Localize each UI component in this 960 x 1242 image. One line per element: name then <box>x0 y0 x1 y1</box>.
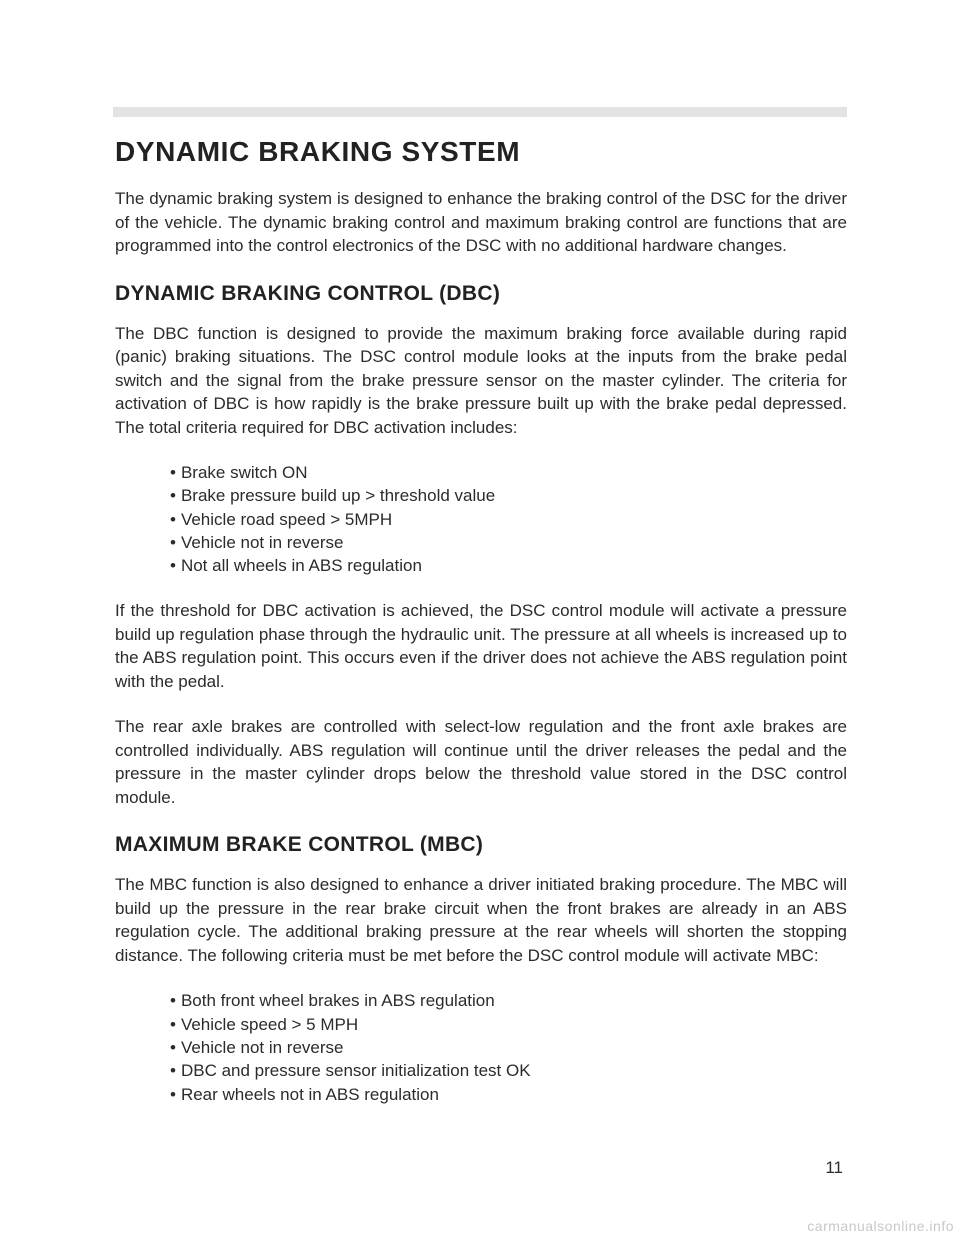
dbc-paragraph-1: The DBC function is designed to provide the maximum braking force available during rapid (panic) braking situations. The DSC control module looks at the inputs from the brake pedal switch and the signal from the brake pressure sensor on the master cylinder. The criteria for activation of DBC is how rapidly is the brake pressure built up with the brake pedal depressed. The total criteria required for DBC activation includes: <box>115 323 847 437</box>
bullet-icon: • <box>170 991 176 1011</box>
list-item: • Vehicle road speed > 5MPH <box>170 509 393 529</box>
intro-paragraph: The dynamic braking system is designed to enhance the braking control of the DSC for the driver of the vehicle. The dynamic braking control and maximum braking control are functions that are programmed into the control electronics of the DSC with no additional hardware changes. <box>115 189 847 255</box>
page-number: 11 <box>825 1158 843 1177</box>
bullet-icon: • <box>170 1038 176 1058</box>
list-item: • Rear wheels not in ABS regulation <box>170 1084 439 1104</box>
mbc-criteria-list <box>115 989 847 1105</box>
bullet-icon: • <box>170 509 176 529</box>
list-item: • Brake switch ON <box>170 463 308 482</box>
page-content <box>115 135 847 1128</box>
bullet-icon: • <box>170 1084 176 1104</box>
header-rule <box>113 107 847 117</box>
list-item: • DBC and pressure sensor initialization test OK <box>170 1061 531 1081</box>
bullet-icon: • <box>170 486 176 506</box>
bullet-icon: • <box>170 1061 176 1081</box>
dbc-criteria-list <box>115 461 847 577</box>
list-item: • Vehicle not in reverse <box>170 532 344 552</box>
watermark: carmanualsonline.info <box>807 1218 954 1234</box>
list-item: • Both front wheel brakes in ABS regulation <box>170 991 495 1011</box>
mbc-paragraph-1: The MBC function is also designed to enhance a driver initiated braking procedure. The MBC will build up the pressure in the rear brake circuit when the front brakes are already in an ABS regulation cycle. The additional braking pressure at the rear wheels will shorten the stopping distance. The following criteria must be met before the DSC control module will activate MBC: <box>115 875 847 965</box>
bullet-icon: • <box>170 556 176 576</box>
mbc-heading: MAXIMUM BRAKE CONTROL (MBC) <box>115 833 484 857</box>
list-item: • Vehicle not in reverse <box>170 1038 344 1058</box>
list-item: • Not all wheels in ABS regulation <box>170 556 422 576</box>
dbc-heading: DYNAMIC BRAKING CONTROL (DBC) <box>115 281 501 305</box>
dbc-paragraph-2: If the threshold for DBC activation is achieved, the DSC control module will activate a pressure build up regulation phase through the hydraulic unit. The pressure at all wheels is increased up to the ABS regulation point. This occurs even if the driver does not achieve the ABS regulation point with the pedal. <box>115 601 847 691</box>
dbc-paragraph-3: The rear axle brakes are controlled with select-low regulation and the front axle brakes are controlled individually. ABS regulation will continue until the driver releases the pedal and the pressure in the master cylinder drops below the threshold value stored in the DSC control module. <box>115 717 847 807</box>
bullet-icon: • <box>170 463 176 482</box>
list-item: • Brake pressure build up > threshold value <box>170 486 496 506</box>
page-title: DYNAMIC BRAKING SYSTEM <box>115 136 521 167</box>
bullet-icon: • <box>170 532 176 552</box>
list-item: • Vehicle speed > 5 MPH <box>170 1014 359 1034</box>
bullet-icon: • <box>170 1014 176 1034</box>
